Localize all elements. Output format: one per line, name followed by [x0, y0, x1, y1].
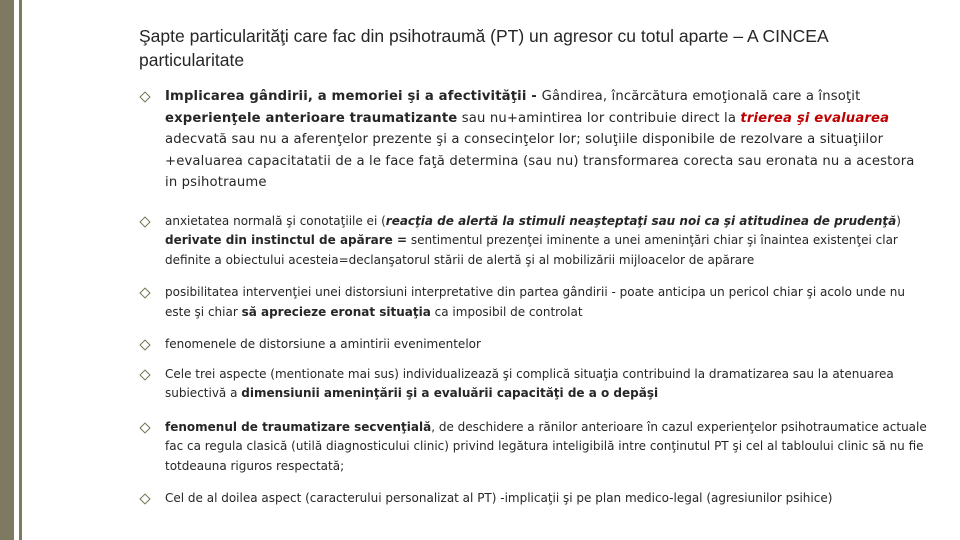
bullet-item-2: [139, 212, 929, 271]
bullet-2-bold: derivate din instinctul de apărare =: [165, 233, 408, 247]
left-accent-line: [19, 0, 22, 540]
diamond-bullet-icon: [139, 91, 150, 102]
bullet-3-text-b: ca imposibil de controlat: [430, 304, 583, 319]
diamond-bullet-icon: [139, 422, 150, 433]
diamond-bullet-icon: [139, 339, 150, 350]
bullet-6-text: , de deschidere a rănilor anterioare în cazul experienţelor psihotraumatice actuale fac ca regula clasică (utilă diagnosticului clinic) privind legătura inteligibilă intre conţinutul PT şi cel al tabloului clinic să nu fie totdeauna riguros respectată;: [165, 419, 927, 473]
bullet-4-text: fenomenele de distorsiune a amintirii evenimentelor: [165, 337, 481, 351]
bullet-1-highlight: trierea şi evaluarea: [740, 110, 890, 126]
left-accent-bar: [0, 0, 14, 540]
bullet-item-5: [139, 365, 929, 404]
bullet-1-lead: Implicarea gândirii, a memoriei şi a afectivităţii -: [165, 89, 542, 104]
slide-title: Şapte particularităţi care fac din psihotraumă (PT) un agresor cu totul aparte – A CINCEA particularitate: [139, 26, 828, 70]
bullet-7-text: Cel de al doilea aspect (caracterului personalizat al PT) -implicaţii şi pe plan medico-legal (agresiunilor psihice): [165, 491, 833, 505]
bullet-item-1: [139, 86, 929, 194]
bullet-item-6: [139, 418, 929, 477]
bullet-5-text: Cele trei aspecte (mentionate mai sus) individualizează şi complică situaţia contribuind la dramatizarea sau la atenuarea subiectivă a: [165, 366, 894, 400]
bullet-1-text-a: Gândirea, încărcătura emoţională care a însoţit: [541, 89, 861, 104]
bullet-1-bold: experienţele anterioare traumatizante: [165, 110, 458, 126]
bullet-item-7: [139, 489, 929, 509]
bullet-2-text-a: anxietatea normală şi conotaţiile ei (: [165, 213, 386, 228]
bullet-item-4: [139, 335, 929, 355]
diamond-bullet-icon: [139, 287, 150, 298]
bullet-2-text-b: ): [896, 213, 901, 228]
bullet-item-3: [139, 283, 929, 322]
bullet-5-bold: dimensiunii ameninţării şi a evaluării capacităţi de a o depăşi: [241, 386, 659, 400]
bullet-1-text-b: sau nu+amintirea lor contribuie direct la: [457, 110, 741, 126]
bullet-6-bold: fenomenul de traumatizare secvenţială: [165, 419, 432, 434]
bullet-3-bold: să aprecieze eronat situaţia: [241, 304, 431, 319]
bullet-1-text-c: adecvată sau nu a aferenţelor prezente şi a consecinţelor lor; soluţiile disponibile de rezolvare a situaţiilor +evaluarea capacitatatii de a le face faţă determina (sau nu) transformarea corecta sau eronata nu a acestora in psihotraume: [165, 132, 915, 190]
diamond-bullet-icon: [139, 369, 150, 380]
bullet-list: [139, 86, 929, 509]
bullet-3-text-a: posibilitatea intervenţiei unei distorsiuni interpretative din partea gândirii - poate anticipa un pericol chiar şi acolo unde nu este şi chiar: [165, 285, 905, 319]
diamond-bullet-icon: [139, 493, 150, 504]
bullet-2-bold-italic: reacţia de alertă la stimuli neaşteptaţi sau noi ca şi atitudinea de prudenţă: [385, 213, 897, 228]
diamond-bullet-icon: [139, 216, 150, 227]
bullet-2-text-c: sentimentul prezenţei iminente a unei ameninţări chiar şi înaintea existenţei clar definite a obiectului acesteia=declanşatorul stării de alertă şi al mobilizării mijloacelor de apărare: [165, 233, 898, 267]
